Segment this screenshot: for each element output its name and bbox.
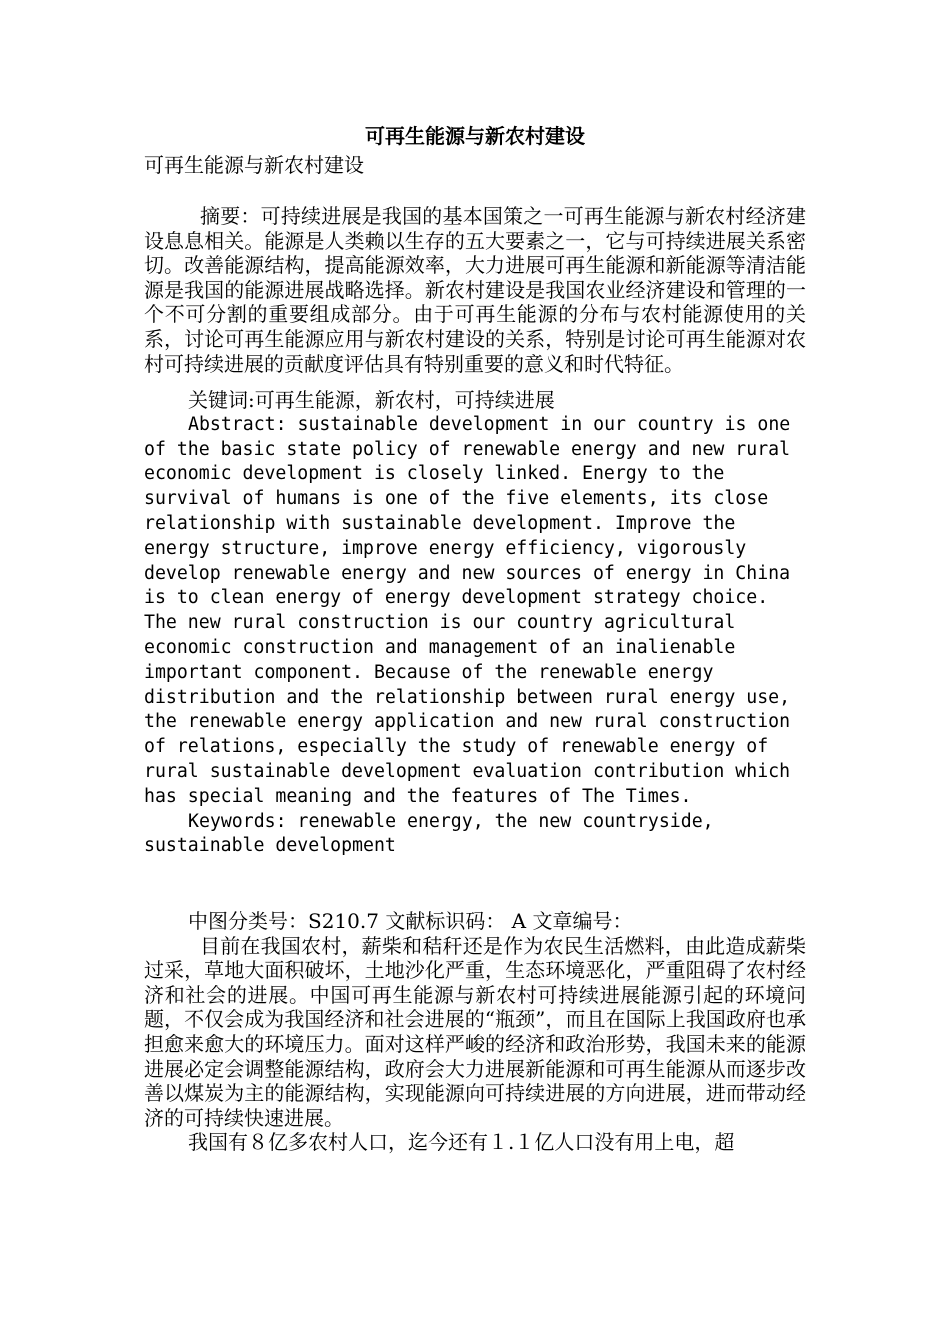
body-paragraph: 我国有８亿多农村人口，迄今还有１.１亿人口没有用上电，超	[188, 1130, 735, 1155]
body-paragraph: 目前在我国农村，薪柴和秸秆还是作为农民生活燃料，由此造成薪柴过采，草地大面积破坏，土地沙化严重，生态环境恶化，严重阻碍了农村经济和社会的进展。中国可再生能源与新农村可持续进展能源引起的环境问题，不仅会成为我国经济和社会进展的“瓶颈”，而且在国际上我国政府也承担愈来愈大的环境压力。面对这样严峻的经济和政治形势，我国未来的能源进展必定会调整能源结构，政府会大力进展新能源和可再生能源从而逐步改善以煤炭为主的能源结构，实现能源向可持续进展的方向进展，进而带动经济的可持续快速进展。	[144, 933, 806, 1130]
keywords-en: Keywords: renewable energy, the new countryside, sustainable development	[144, 810, 725, 857]
keywords-zh: 关键词:可再生能源，新农村，可持续进展	[188, 388, 555, 413]
spacer	[144, 178, 806, 204]
document-page	[144, 120, 806, 1155]
document-title: 可再生能源与新农村建设	[365, 124, 585, 148]
abstract-zh: 摘要：可持续进展是我国的基本国策之一可再生能源与新农村经济建设息息相关。能源是人类赖以生存的五大要素之一，它与可持续进展关系密切。改善能源结构，提高能源效率，大力进展可再生能源和新能源等清洁能源是我国的能源进展战略选择。新农村建设是我国农业经济建设和管理的一个不可分割的重要组成部分。由于可再生能源的分布与农村能源使用的关系，讨论可再生能源应用与新农村建设的关系，特别是讨论可再生能源对农村可持续进展的贡献度评估具有特别重要的意义和时代特征。	[144, 204, 806, 376]
classification-line: 中图分类号：S210.7 文献标识码： A 文章编号：	[188, 909, 633, 934]
abstract-en: Abstract: sustainable development in our country is one of the basic state policy of renewable energy and new rural economic development is closely linked. Energy to the survival of humans is one of the five elements, its close relationship with sustainable development. Improve the energy structure, improve energy efficiency, vigorously develop renewable energy and new sources of energy in China is to clean energy of energy development strategy choice. The new rural construction is our country agricultural economic construction and management of an inalienable important component. Because of the renewable energy distribution and the relationship between rural energy use, the renewable energy application and new rural construction of relations, especially the study of renewable energy of rural sustainable development evaluation contribution which has special meaning and the features of The Times.	[144, 413, 802, 807]
document-subtitle: 可再生能源与新农村建设	[144, 153, 364, 177]
spacer	[144, 376, 806, 388]
spacer	[144, 859, 806, 909]
